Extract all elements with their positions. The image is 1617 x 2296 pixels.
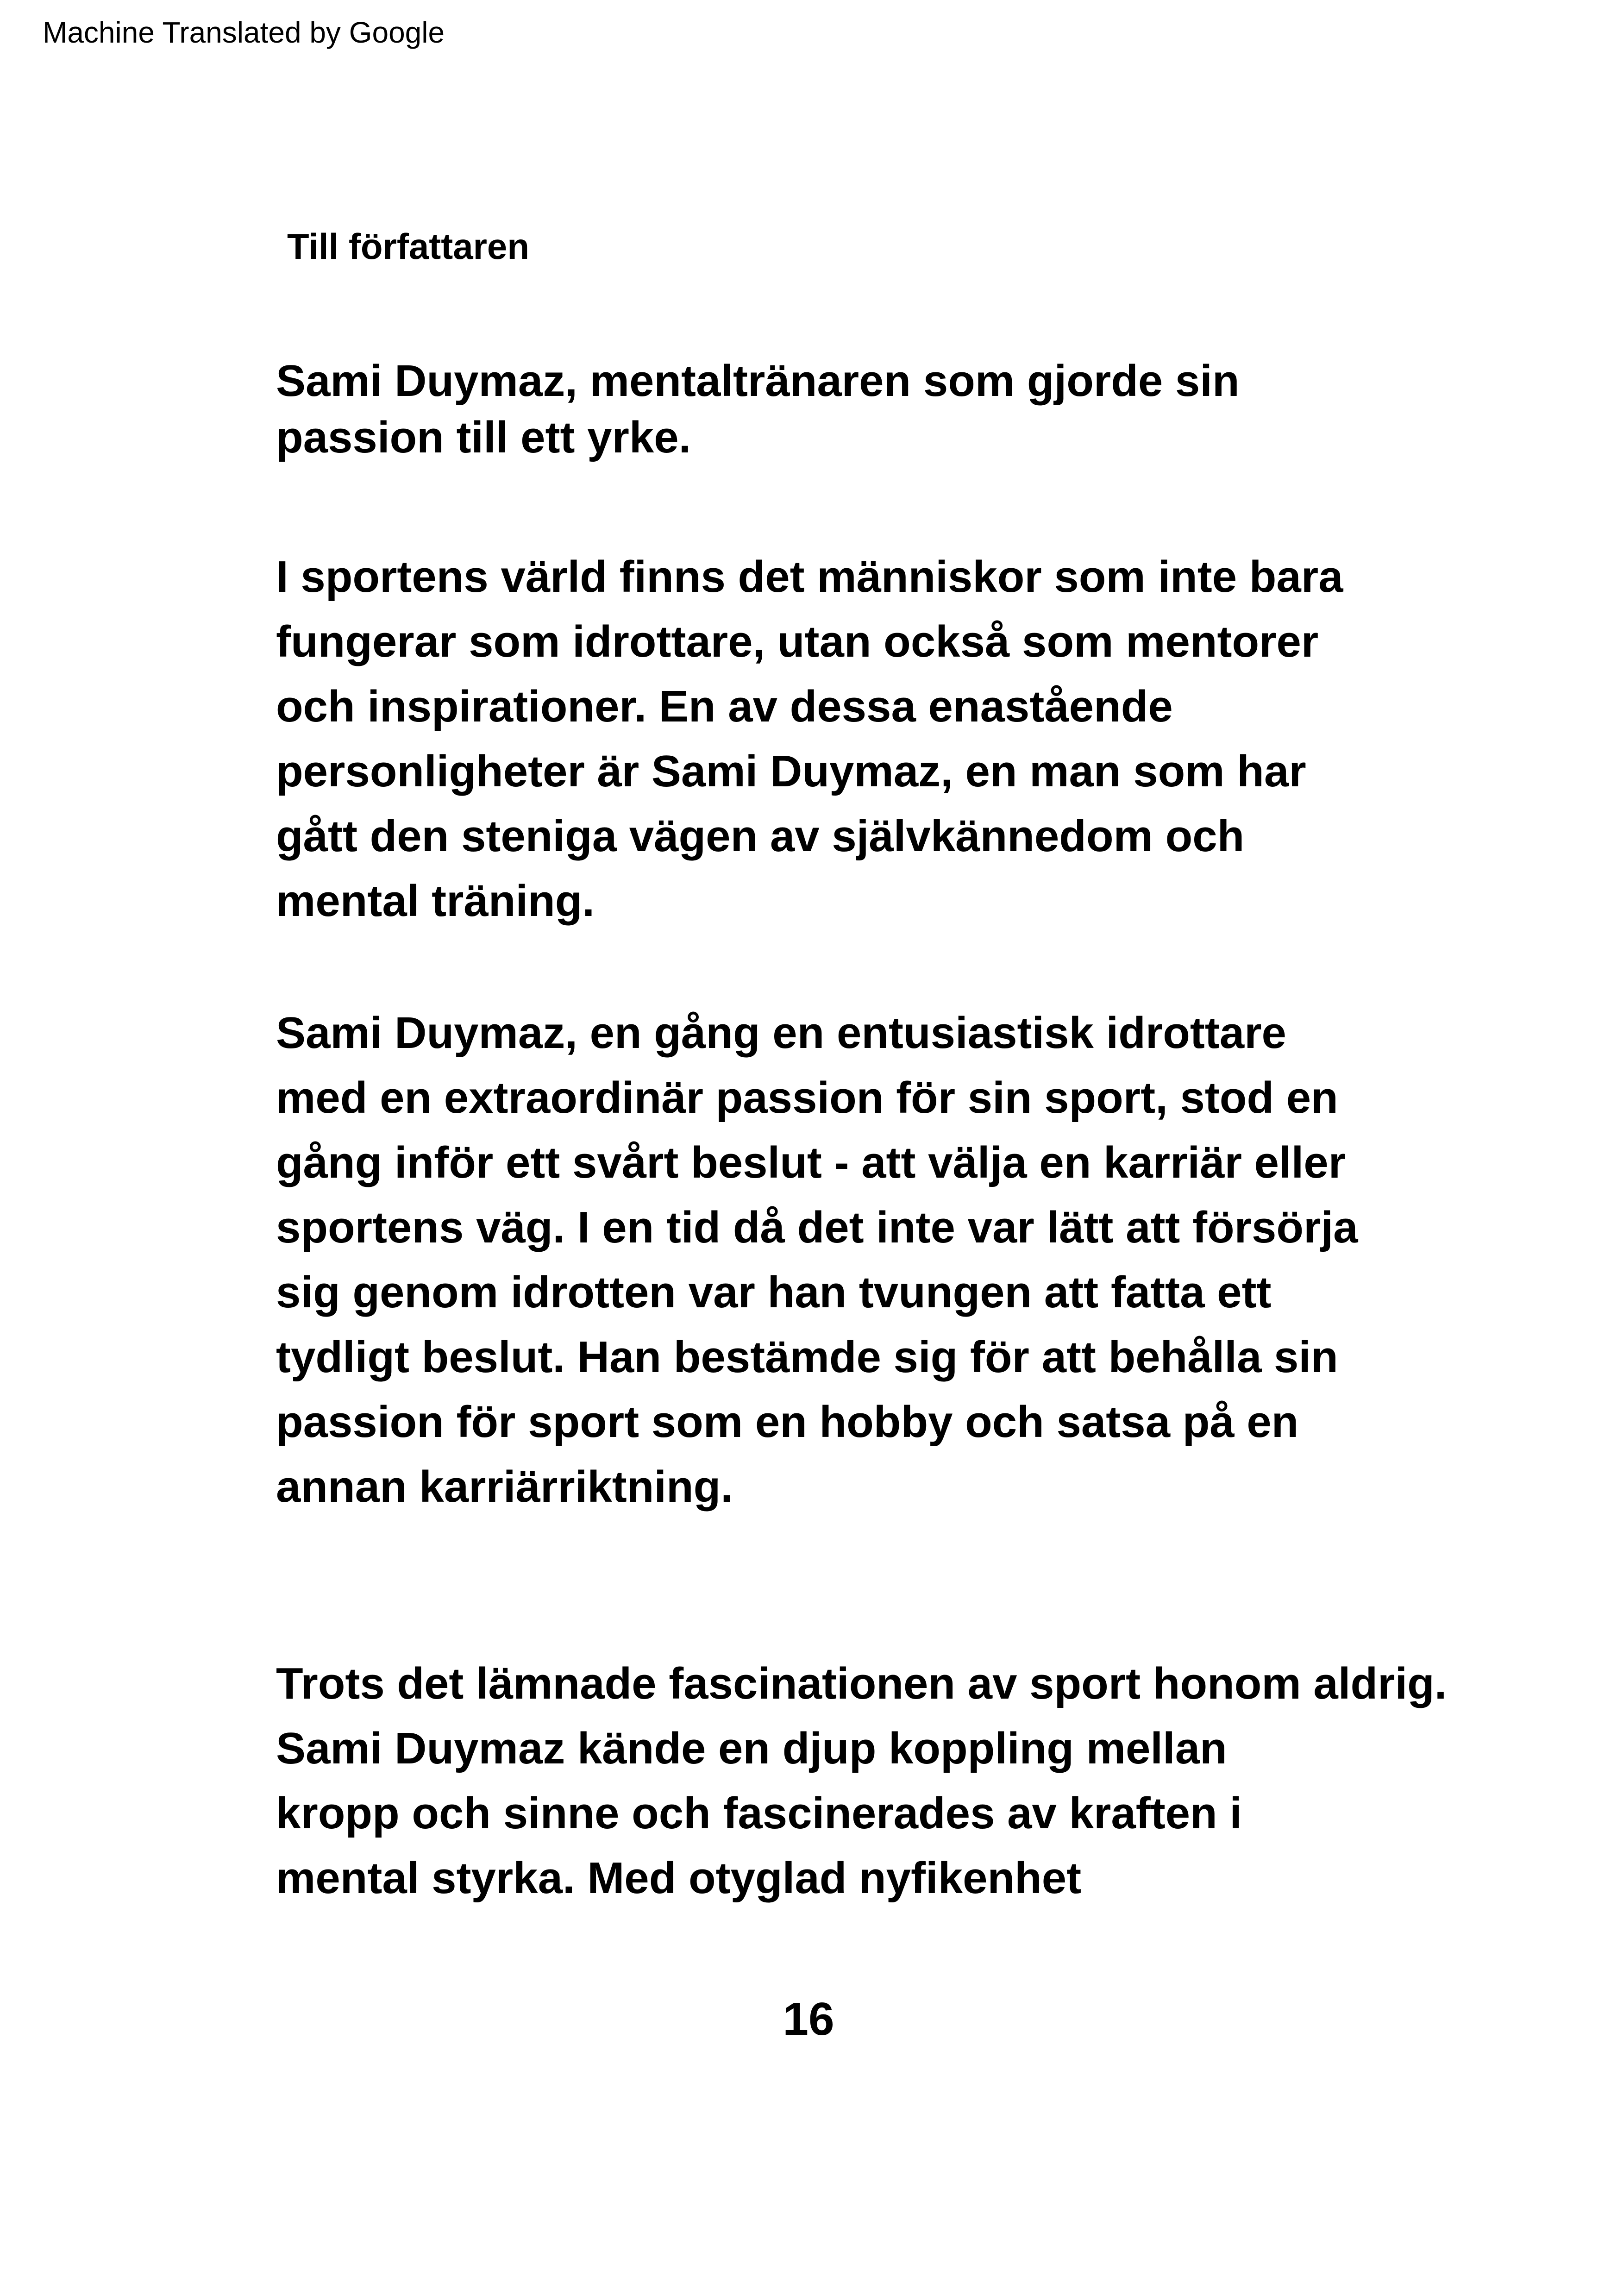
text-line: och inspirationer. En av dessa enastående <box>276 682 1173 731</box>
text-line: sig genom idrotten var han tvungen att fatta ett <box>276 1267 1272 1317</box>
paragraph-3 <box>276 1651 1447 1911</box>
text-line: kropp och sinne och fascinerades av kraften i <box>276 1788 1242 1838</box>
text-line: Sami Duymaz, en gång en entusiastisk idrottare <box>276 1008 1286 1058</box>
text-line: tydligt beslut. Han bestämde sig för att behålla sin <box>276 1332 1338 1382</box>
text-line: annan karriärriktning. <box>276 1462 733 1512</box>
text-line: passion för sport som en hobby och satsa på en <box>276 1397 1299 1447</box>
page-number: 16 <box>783 1993 834 2045</box>
chapter-title <box>276 353 1240 466</box>
machine-translation-notice: Machine Translated by Google <box>43 16 445 49</box>
text-line: I sportens värld finns det människor som inte bara <box>276 552 1343 602</box>
text-line: Trots det lämnade fascinationen av sport honom aldrig. <box>276 1659 1447 1708</box>
title-line: Sami Duymaz, mentaltränaren som gjorde sin <box>276 356 1240 406</box>
text-line: Sami Duymaz kände en djup koppling mellan <box>276 1724 1227 1773</box>
text-line: med en extraordinär passion för sin sport, stod en <box>276 1073 1338 1123</box>
text-line: gång inför ett svårt beslut - att välja en karriär eller <box>276 1138 1346 1187</box>
text-line: personligheter är Sami Duymaz, en man som har <box>276 747 1306 796</box>
text-line: mental styrka. Med otyglad nyfikenhet <box>276 1853 1082 1903</box>
title-line: passion till ett yrke. <box>276 413 691 462</box>
text-line: gått den steniga vägen av självkännedom och <box>276 811 1245 861</box>
text-line: sportens väg. I en tid då det inte var lätt att försörja <box>276 1203 1358 1252</box>
paragraph-2 <box>276 1001 1358 1519</box>
section-label: Till författaren <box>287 226 529 267</box>
text-line: fungerar som idrottare, utan också som mentorer <box>276 617 1319 666</box>
paragraph-1 <box>276 545 1343 934</box>
text-line: mental träning. <box>276 876 595 926</box>
